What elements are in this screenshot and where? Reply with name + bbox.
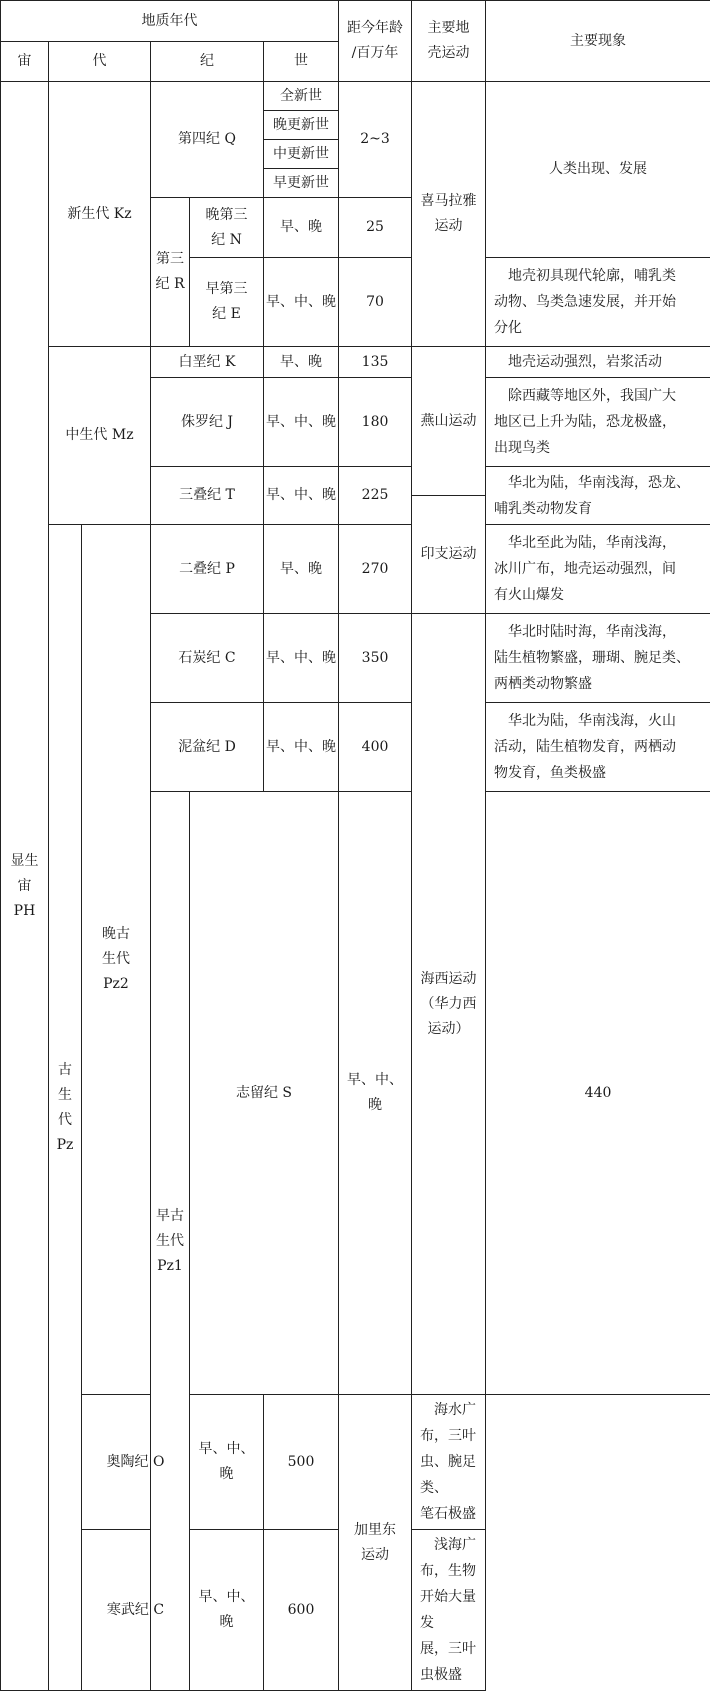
late-paleozoic-line3: Pz2 bbox=[103, 976, 129, 992]
epochs-devonian: 早、中、晚 bbox=[264, 703, 339, 792]
phen-permian-line2: 冰川广布，地壳运动强烈，间 bbox=[494, 561, 677, 577]
tertiary-line1: 第三 bbox=[156, 251, 184, 267]
period-neogene bbox=[190, 198, 264, 258]
period-cretaceous: 白垩纪 K bbox=[151, 347, 264, 378]
movement-himalayan-line1: 喜马拉雅 bbox=[420, 193, 477, 209]
header-phenomena: 主要现象 bbox=[486, 1, 710, 82]
phen-cambrian bbox=[412, 1530, 486, 1691]
tertiary-line2: 纪 R bbox=[155, 276, 185, 292]
paleozoic-char2: 生 bbox=[58, 1086, 72, 1103]
phen-tertiary-line1: 地壳初具现代轮廓，哺乳类 bbox=[508, 268, 677, 284]
header-age-myr-line1: 距今年龄 bbox=[347, 20, 404, 36]
epoch-early-pleistocene: 早更新世 bbox=[264, 169, 339, 198]
epoch-middle-pleistocene: 中更新世 bbox=[264, 140, 339, 169]
era-late-paleozoic bbox=[82, 525, 151, 1395]
header-age-myr-line2: /百万年 bbox=[351, 45, 399, 61]
phen-ordovician-line1: 海水广布，三叶虫、腕足类、 bbox=[420, 1402, 477, 1496]
phen-carboniferous-line3: 两栖类动物繁盛 bbox=[494, 676, 593, 692]
phen-jurassic bbox=[486, 378, 710, 467]
hercynian-line1: 海西运动 bbox=[420, 970, 477, 987]
phen-tertiary-line3: 分化 bbox=[494, 320, 523, 336]
period-ordovician: 奥陶纪 O bbox=[82, 1395, 190, 1530]
paleogene-line1: 早第三 bbox=[205, 281, 248, 297]
phen-cretaceous bbox=[486, 347, 710, 378]
period-cambrian: 寒武纪 C bbox=[82, 1530, 190, 1691]
epochs-jurassic: 早、中、晚 bbox=[264, 378, 339, 467]
paleozoic-char1: 古 bbox=[58, 1061, 72, 1078]
era-mesozoic: 中生代 Mz bbox=[49, 347, 151, 525]
phen-triassic-line2: 哺乳类动物发育 bbox=[494, 500, 593, 517]
paleozoic-char4: Pz bbox=[56, 1136, 74, 1153]
epochs-neogene: 早、晚 bbox=[264, 198, 339, 258]
phen-devonian-line2: 活动，陆生植物发育，两栖动 bbox=[494, 739, 677, 755]
era-cenozoic: 新生代 Kz bbox=[49, 82, 151, 347]
phen-jurassic-line1: 除西藏等地区外，我国广大 bbox=[508, 388, 677, 404]
phen-carboniferous bbox=[486, 614, 710, 703]
header-epoch: 世 bbox=[264, 42, 339, 82]
phen-permian-line3: 有火山爆发 bbox=[494, 587, 565, 603]
eon-line2: 宙 PH bbox=[13, 877, 36, 919]
age-silurian: 440 bbox=[486, 792, 710, 1395]
phen-tertiary bbox=[486, 258, 710, 347]
late-paleozoic-line2: 生代 bbox=[102, 951, 130, 967]
neogene-line2: 纪 N bbox=[211, 231, 242, 248]
phen-devonian-line1: 华北为陆，华南浅海，火山 bbox=[508, 713, 677, 729]
period-jurassic: 侏罗纪 J bbox=[151, 378, 264, 467]
early-paleozoic-line2: 生代 bbox=[156, 1232, 184, 1249]
age-quaternary: 2~3 bbox=[339, 82, 412, 198]
neogene-line1: 晚第三 bbox=[205, 206, 248, 223]
epochs-permian: 早、晚 bbox=[264, 525, 339, 614]
period-devonian: 泥盆纪 D bbox=[151, 703, 264, 792]
header-crustal-movement bbox=[412, 1, 486, 82]
paleogene-line2: 纪 E bbox=[212, 306, 241, 322]
phen-triassic-line1: 华北为陆，华南浅海，恐龙、 bbox=[508, 474, 691, 491]
epochs-cretaceous: 早、晚 bbox=[264, 347, 339, 378]
period-quaternary: 第四纪 Q bbox=[151, 82, 264, 198]
epochs-carboniferous: 早、中、晚 bbox=[264, 614, 339, 703]
period-paleogene bbox=[190, 258, 264, 347]
epochs-silurian: 早、中、晚 bbox=[339, 792, 412, 1395]
header-crustal-line2: 壳运动 bbox=[427, 45, 470, 61]
age-triassic: 225 bbox=[339, 467, 412, 525]
epochs-ordovician: 早、中、晚 bbox=[190, 1395, 264, 1530]
movement-yanshan: 燕山运动 bbox=[412, 347, 486, 496]
movement-indosinian: 印支运动 bbox=[412, 496, 486, 614]
age-neogene: 25 bbox=[339, 198, 412, 258]
age-ordovician: 500 bbox=[264, 1395, 339, 1530]
period-triassic: 三叠纪 T bbox=[151, 467, 264, 525]
phen-cambrian-line2: 展，三叶虫极盛 bbox=[420, 1641, 477, 1683]
epochs-paleogene: 早、中、晚 bbox=[264, 258, 339, 347]
age-permian: 270 bbox=[339, 525, 412, 614]
epochs-cambrian: 早、中、晚 bbox=[190, 1530, 264, 1691]
period-permian: 二叠纪 P bbox=[151, 525, 264, 614]
phen-carboniferous-line2: 陆生植物繁盛，珊瑚、腕足类、 bbox=[494, 650, 691, 666]
age-carboniferous: 350 bbox=[339, 614, 412, 703]
caledonian-line1: 加里东 bbox=[354, 1521, 397, 1538]
phen-devonian-line3: 物发育，鱼类极盛 bbox=[494, 765, 607, 781]
movement-caledonian bbox=[339, 1395, 412, 1691]
header-eon: 宙 bbox=[1, 42, 49, 82]
header-period: 纪 bbox=[151, 42, 264, 82]
phen-permian-line1: 华北至此为陆，华南浅海， bbox=[508, 535, 677, 551]
phen-quaternary: 人类出现、发展 bbox=[486, 82, 710, 258]
age-devonian: 400 bbox=[339, 703, 412, 792]
phen-carboniferous-line1: 华北时陆时海，华南浅海， bbox=[508, 624, 677, 640]
header-crustal-line1: 主要地 bbox=[427, 20, 470, 36]
period-tertiary bbox=[151, 198, 190, 347]
epoch-holocene: 全新世 bbox=[264, 82, 339, 111]
caledonian-line2: 运动 bbox=[361, 1546, 390, 1563]
phen-jurassic-line2: 地区已上升为陆，恐龙极盛， bbox=[494, 414, 677, 430]
phen-tertiary-line2: 动物、鸟类急速发展，并开始 bbox=[494, 294, 677, 310]
phen-triassic bbox=[486, 467, 710, 525]
late-paleozoic-line1: 晚古 bbox=[102, 926, 130, 942]
header-age-myr bbox=[339, 1, 412, 82]
movement-himalayan-line2: 运动 bbox=[434, 218, 463, 234]
early-paleozoic-line1: 早古 bbox=[156, 1207, 184, 1224]
header-era: 代 bbox=[49, 42, 151, 82]
epoch-late-pleistocene: 晚更新世 bbox=[264, 111, 339, 140]
phen-jurassic-line3: 出现鸟类 bbox=[494, 440, 551, 456]
movement-hercynian bbox=[412, 614, 486, 1395]
header-geologic-age: 地质年代 bbox=[1, 1, 339, 42]
phen-permian bbox=[486, 525, 710, 614]
eon-line1: 显生 bbox=[10, 852, 39, 869]
phen-cretaceous-text: 地壳运动强烈，岩浆活动 bbox=[508, 354, 663, 370]
phen-ordovician bbox=[412, 1395, 486, 1530]
age-cretaceous: 135 bbox=[339, 347, 412, 378]
early-paleozoic-line3: Pz1 bbox=[157, 1257, 183, 1274]
age-paleogene: 70 bbox=[339, 258, 412, 347]
period-carboniferous: 石炭纪 C bbox=[151, 614, 264, 703]
hercynian-line3: 运动） bbox=[427, 1020, 470, 1037]
phen-cambrian-line1: 浅海广布，生物开始大量发 bbox=[420, 1537, 477, 1631]
age-jurassic: 180 bbox=[339, 378, 412, 467]
phen-devonian bbox=[486, 703, 710, 792]
epochs-triassic: 早、中、晚 bbox=[264, 467, 339, 525]
period-silurian: 志留纪 S bbox=[190, 792, 339, 1395]
phen-ordovician-line2: 笔石极盛 bbox=[420, 1506, 477, 1522]
age-cambrian: 600 bbox=[264, 1530, 339, 1691]
movement-himalayan bbox=[412, 82, 486, 347]
hercynian-line2: （华力西 bbox=[420, 995, 477, 1012]
eon-phanerozoic bbox=[1, 82, 49, 1691]
era-paleozoic bbox=[49, 525, 82, 1691]
paleozoic-char3: 代 bbox=[58, 1111, 72, 1128]
